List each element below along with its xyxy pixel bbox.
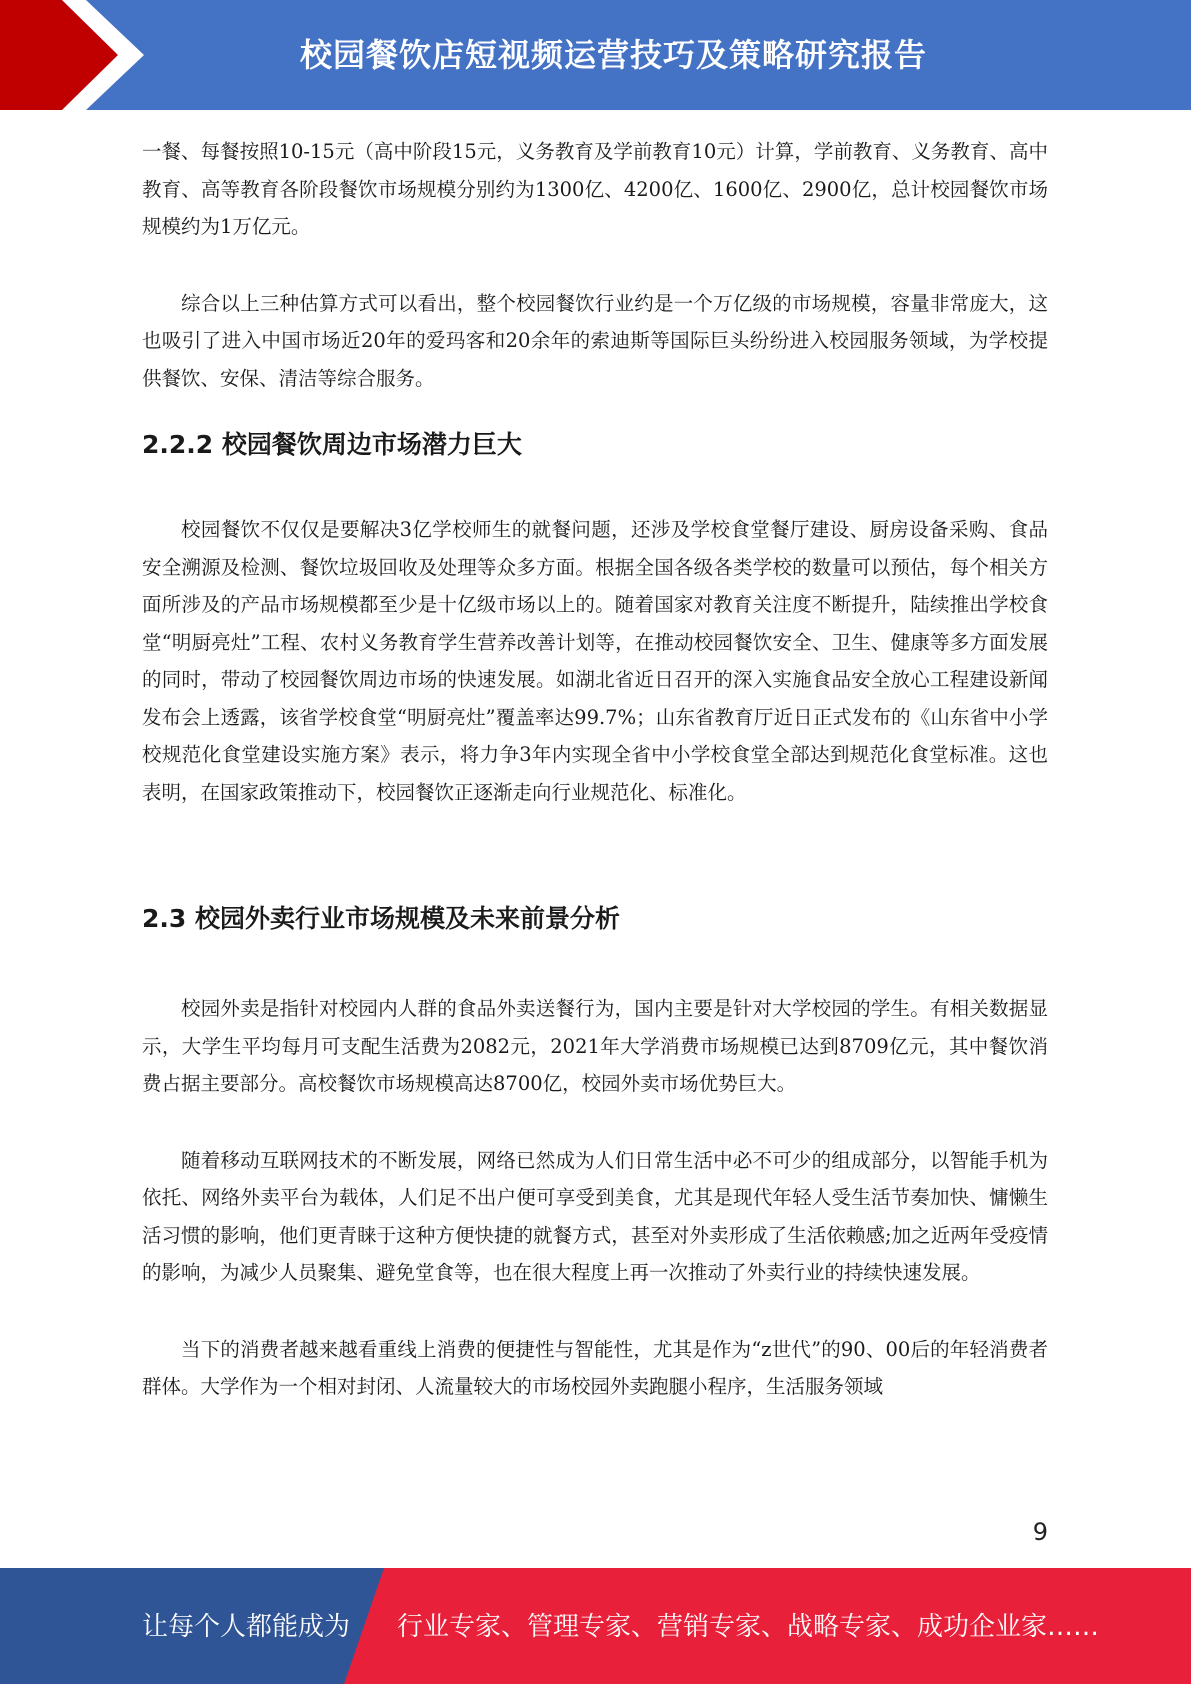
section-heading-2-2-2: 2.2.2 校园餐饮周边市场潜力巨大: [142, 430, 522, 459]
page-content: [142, 133, 1048, 1406]
header-title: 校园餐饮店短视频运营技巧及策略研究报告: [300, 36, 928, 74]
page-footer: [0, 1568, 1191, 1684]
footer-slogan-right: 行业专家、管理专家、营销专家、战略专家、成功企业家……: [397, 1612, 1100, 1642]
paragraph-6: 当下的消费者越来越看重线上消费的便捷性与智能性，尤其是作为“z世代”的90、00后的年轻消费者群体。大学作为一个相对封闭、人流量较大的市场校园外卖跑腿小程序，生活服务领域: [142, 1337, 1048, 1398]
paragraph-3: 校园餐饮不仅仅是要解决3亿学校师生的就餐问题，还涉及学校食堂餐厅建设、厨房设备采购、食品安全溯源及检测、餐饮垃圾回收及处理等众多方面。根据全国各级各类学校的数量可以预估，每个相关方面所涉及的产品市场规模都至少是十亿级市场以上的。随着国家对教育关注度不断提升，陆续推出学校食堂“明厨亮灶”工程、农村义务教育学生营养改善计划等，在推动校园餐饮安全、卫生、健康等多方面发展的同时，带动了校园餐饮周边市场的快速发展。如湖北省近日召开的深入实施食品安全放心工程建设新闻发布会上透露，该省学校食堂“明厨亮灶”覆盖率达99.7%；山东省教育厅近日正式发布的《山东省中小学校规范化食堂建设实施方案》表示，将力争3年内实现全省中小学校食堂全部达到规范化食堂标准。这也表明，在国家政策推动下，校园餐饮正逐渐走向行业规范化、标准化。: [142, 518, 1048, 804]
paragraph-1: 一餐、每餐按照10-15元（高中阶段15元，义务教育及学前教育10元）计算，学前教育、义务教育、高中教育、高等教育各阶段餐饮市场规模分别约为1300亿、4200亿、1600亿、2900亿，总计校园餐饮市场规模约为1万亿元。: [142, 140, 1048, 238]
footer-slogan-left: 让每个人都能成为: [142, 1612, 351, 1642]
section-heading-2-3: 2.3 校园外卖行业市场规模及未来前景分析: [142, 904, 620, 933]
paragraph-2: 综合以上三种估算方式可以看出，整个校园餐饮行业约是一个万亿级的市场规模，容量非常庞大，这也吸引了进入中国市场近20年的爱玛客和20余年的索迪斯等国际巨头纷纷进入校园服务领域，为学校提供餐饮、安保、清洁等综合服务。: [142, 291, 1048, 390]
paragraph-4: 校园外卖是指针对校园内人群的食品外卖送餐行为，国内主要是针对大学校园的学生。有相关数据显示，大学生平均每月可支配生活费为2082元，2021年大学消费市场规模已达到8709亿元，其中餐饮消费占据主要部分。高校餐饮市场规模高达8700亿，校园外卖市场优势巨大。: [142, 997, 1048, 1095]
page-number: 9: [1032, 1518, 1048, 1546]
page-header: [0, 0, 1191, 110]
paragraph-5: 随着移动互联网技术的不断发展，网络已然成为人们日常生活中必不可少的组成部分，以智能手机为依托、网络外卖平台为载体，人们足不出户便可享受到美食，尤其是现代年轻人受生活节奏加快、慵懒生活习惯的影响，他们更青睐于这种方便快捷的就餐方式，甚至对外卖形成了生活依赖感;加之近两年受疫情的影响，为减少人员聚集、避免堂食等，也在很大程度上再一次推动了外卖行业的持续快速发展。: [142, 1148, 1048, 1284]
